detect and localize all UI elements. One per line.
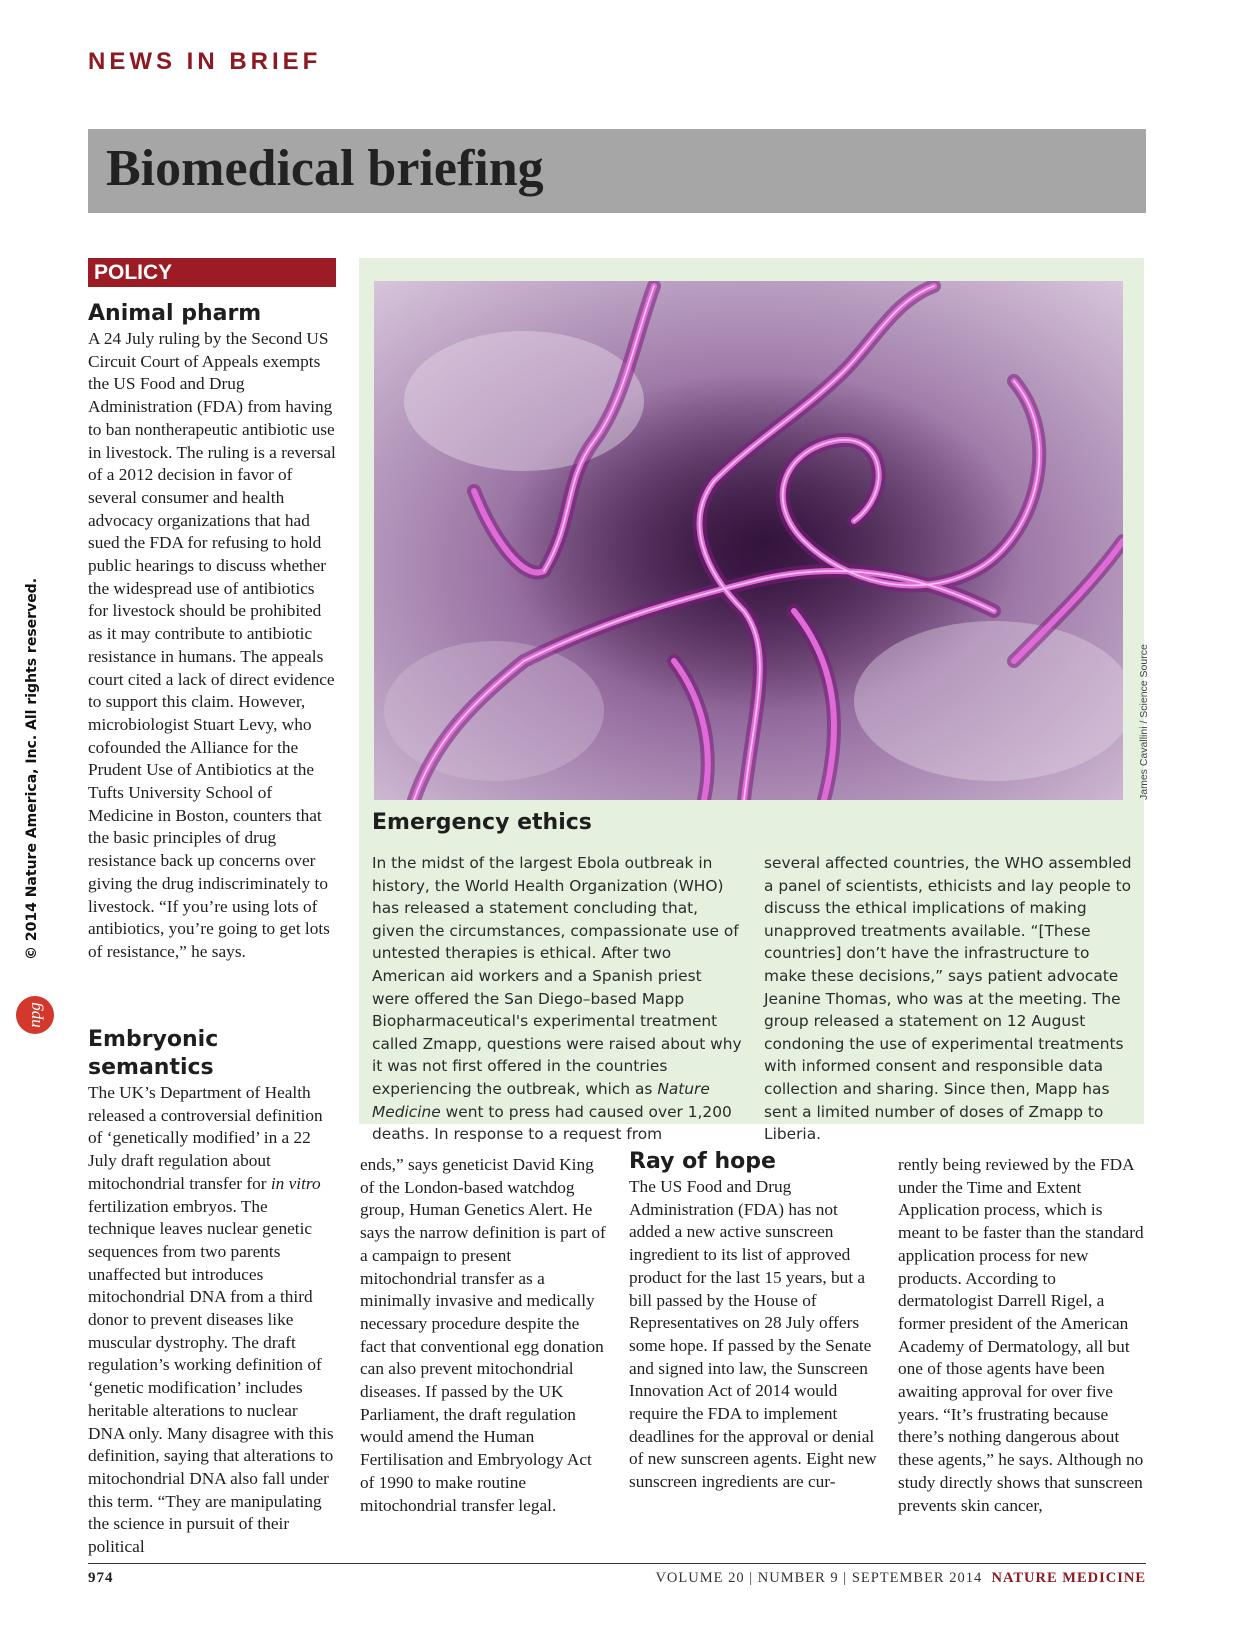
feature-heading: Emergency ethics xyxy=(372,810,592,835)
title-bar xyxy=(88,129,1146,213)
page-number: 974 xyxy=(88,1570,114,1586)
article-embryonic-semantics xyxy=(88,1026,338,1559)
image-credit: James Cavallini / Science Source xyxy=(1138,644,1150,800)
page-title: Biomedical briefing xyxy=(106,140,544,197)
feature-body-col1: In the midst of the largest Ebola outbreak in history, the World Health Organization (WHO) has released a statement concluding that, given the circumstances, compassionate use of untested therapies is ethical. After two American aid workers and a Spanish priest were offered the San Diego–based Mapp Biopharmaceutical's experimental treatment called Zmapp, questions were raised about why it was not first offered in the countries experiencing the outbreak, which as Nature Medicine went to press had caused over 1,200 deaths. In response to a request from xyxy=(372,854,742,1144)
article-heading: Embryonic semantics xyxy=(88,1027,219,1080)
article-body: A 24 July ruling by the Second US Circuit Court of Appeals exempts the US Food and Drug Administration (FDA) from having to ban nontherapeutic antibiotic use in livestock. The ruling is a reversal of a 2012 decision in favor of several consumer and health advocacy organizations that had sued the FDA for refusing to hold public hearings to discuss whether the widespread use of antibiotics for livestock should be prohibited as it may contribute to antibiotic resistance in humans. The appeals court cited a lack of direct evidence to support this claim. However, microbiologist Stuart Levy, who cofounded the Alliance for the Prudent Use of Antibiotics at the Tufts University School of Medicine in Boston, counters that the basic principles of drug resistance back up concerns over giving the drug indiscriminately to livestock. “If you’re using lots of antibiotics, you’re going to get lots of resistance,” he says. xyxy=(88,329,336,961)
section-kicker: NEWS IN BRIEF xyxy=(88,48,322,75)
journal-name: NATURE MEDICINE xyxy=(991,1570,1146,1586)
article-animal-pharm xyxy=(88,300,338,964)
feature-body-col2: several affected countries, the WHO assembled a panel of scientists, ethicists and lay people to discuss the ethical implications of making unapproved treatments available. “[These countries] don’t have the infrastructure to make these decisions,” says patient advocate Jeanine Thomas, who was at the meeting. The group released a statement on 12 August condoning the use of experimental treatments with informed consent and responsible data collection and sharing. Since then, Mapp has sent a limited number of doses of Zmapp to Liberia. xyxy=(764,854,1132,1144)
copyright-notice: © 2014 Nature America, Inc. All rights reserved. xyxy=(24,577,40,960)
issue-info: VOLUME 20 | NUMBER 9 | SEPTEMBER 2014 xyxy=(655,1570,983,1586)
article-body: The UK’s Department of Health released a controversial definition of ‘genetically modified’ in a 22 July draft regulation about mitochondrial transfer for in vitro fertilization embryos. The technique leaves nuclear genetic sequences from two parents unaffected but introduces mitochondrial DNA from a third donor to prevent diseases like muscular dystrophy. The draft regulation’s working definition of ‘genetic modification’ includes heritable alterations to nuclear DNA only. Many disagree with this definition, saying that alterations to mitochondrial DNA also fall under this term. “They are manipulating the science in pursuit of their political xyxy=(88,1083,334,1557)
npg-logo: npg xyxy=(16,996,54,1034)
article-heading: Ray of hope xyxy=(629,1149,776,1174)
article-ray-continuation: rently being reviewed by the FDA under the Time and Extent Application process, which is meant to be faster than the standard application process for new products. According to dermatologist Darrell Rigel, a former president of the American Academy of Dermatology, all but one of those agents have been awaiting approval for over five years. “It’s frustrating because there’s nothing dangerous about these agents,” he says. Although no study directly shows that sunscreen prevents skin cancer, xyxy=(898,1155,1144,1515)
footer-rule xyxy=(88,1563,1146,1564)
ebola-virus-micrograph xyxy=(374,281,1123,800)
section-label-policy: POLICY xyxy=(88,258,336,287)
article-body: The US Food and Drug Administration (FDA) has not added a new active sunscreen ingredient to its list of approved product for the last 15 years, but a bill passed by the House of Representatives on 28 July offers some hope. If passed by the Senate and signed into law, the Sunscreen Innovation Act of 2014 would require the FDA to implement deadlines for the approval or denial of new sunscreen agents. Eight new sunscreen ingredients are cur- xyxy=(629,1177,877,1492)
journal-footer xyxy=(655,1570,1146,1587)
article-heading: Animal pharm xyxy=(88,301,262,326)
article-continuation: ends,” says geneticist David King of the London-based watchdog group, Human Genetics Alert. He says the narrow definition is part of a campaign to present mitochondrial transfer as a minimally invasive and medically necessary procedure despite the fact that conventional egg donation can also prevent mitochondrial diseases. If passed by the UK Parliament, the draft regulation would amend the Human Fertilisation and Embryology Act of 1990 to make routine mitochondrial transfer legal. xyxy=(360,1155,606,1515)
article-ray-of-hope xyxy=(629,1148,877,1494)
